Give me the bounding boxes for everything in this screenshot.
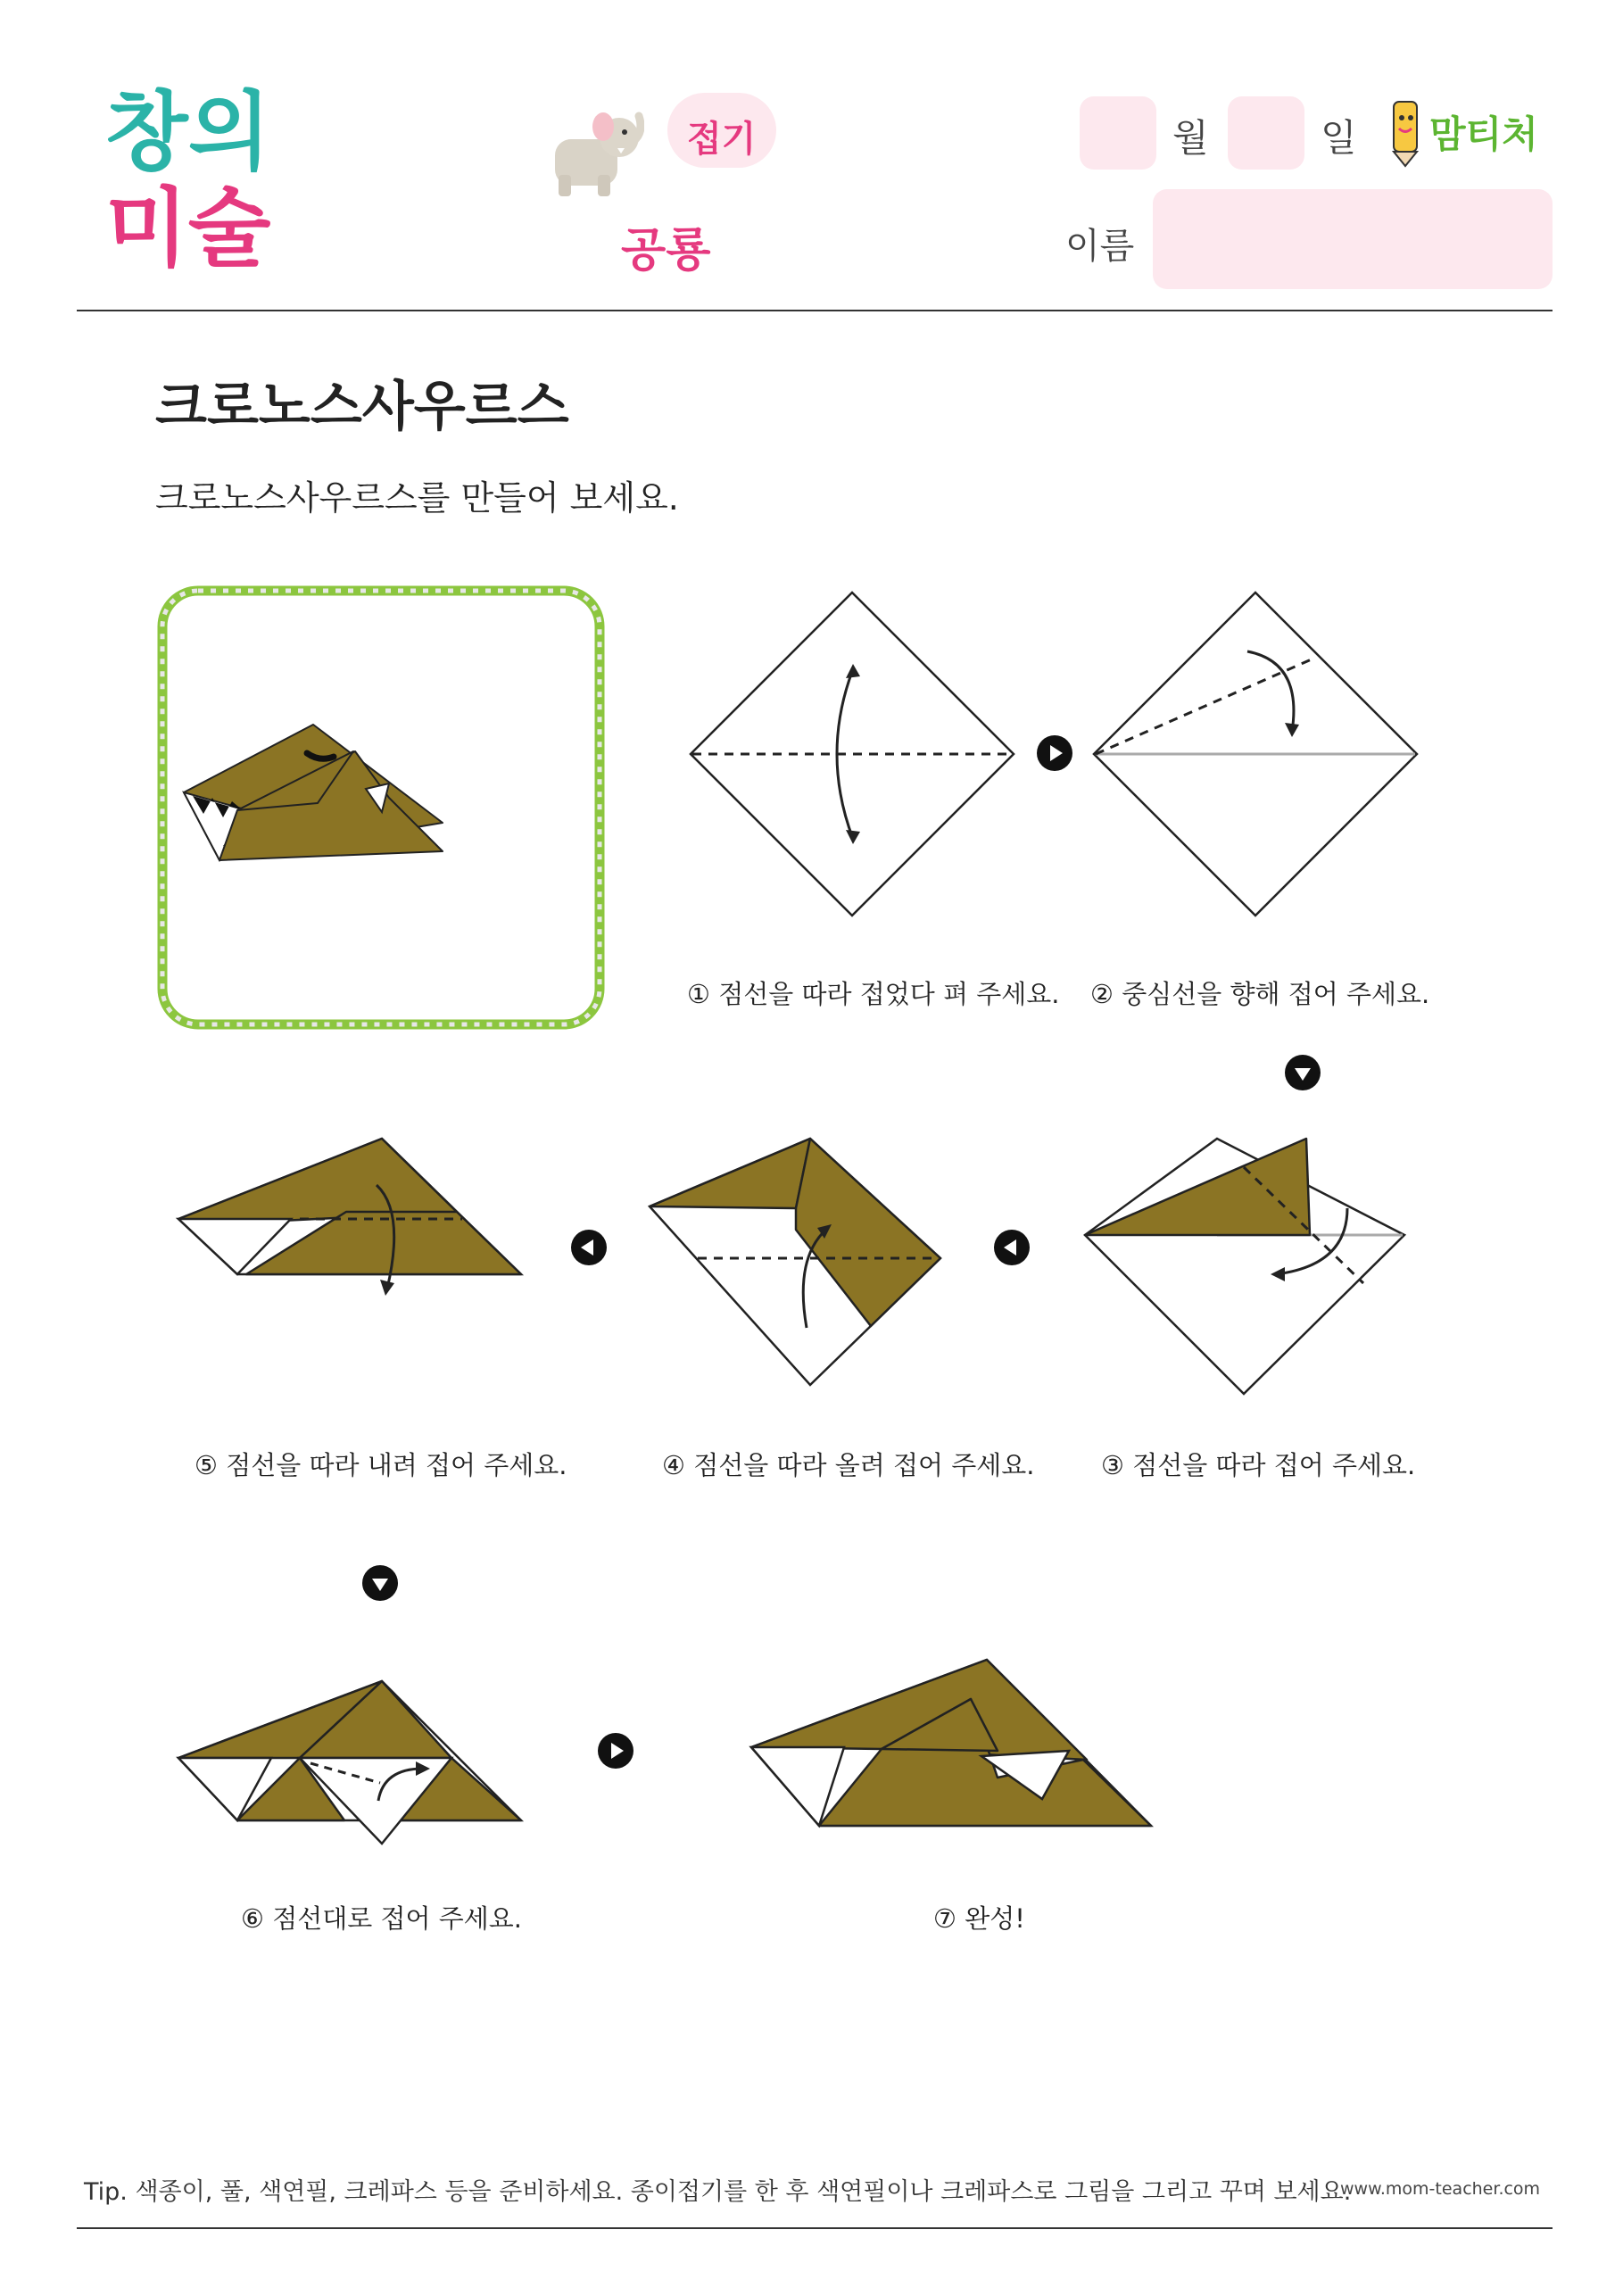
- footer-divider: [77, 2227, 1553, 2229]
- step-5-caption: ⑤ 점선을 따라 내려 접어 주세요.: [195, 1450, 567, 1480]
- step-3-caption: ③ 점선을 따라 접어 주세요.: [1101, 1450, 1416, 1480]
- step-4-diagram: [646, 1131, 946, 1390]
- day-field[interactable]: [1228, 96, 1304, 170]
- logo-text: 맘티처: [1429, 112, 1538, 156]
- step-6-diagram: [175, 1674, 526, 1858]
- footer-url[interactable]: www.mom-teacher.com: [1340, 2179, 1541, 2199]
- step-6-caption: ⑥ 점선대로 접어 주세요.: [241, 1903, 522, 1934]
- elephant-icon: [546, 105, 644, 198]
- step-4-caption: ④ 점선을 따라 올려 접어 주세요.: [662, 1450, 1035, 1480]
- day-label: 일: [1321, 116, 1357, 160]
- arrow-right-icon: [598, 1733, 633, 1769]
- arrow-right-icon: [1037, 735, 1072, 771]
- brand-title-line1: 창의: [105, 82, 271, 182]
- step-5-diagram: [175, 1131, 526, 1306]
- step-1-caption: ① 점선을 따라 접었다 펴 주세요.: [687, 979, 1060, 1009]
- subject-label: 공룡: [621, 224, 711, 278]
- pencil-mascot-icon: [1385, 95, 1426, 168]
- header-divider: [77, 310, 1553, 311]
- name-field[interactable]: [1153, 189, 1553, 289]
- name-label: 이름: [1065, 226, 1135, 267]
- step-7-caption: ⑦ 완성!: [933, 1903, 1025, 1934]
- footer-tip: Tip. 색종이, 풀, 색연필, 크레파스 등을 준비하세요. 종이접기를 한 후 색연필이나 크레파스로 그림을 그리고 꾸며 보세요.: [84, 2178, 1352, 2206]
- arrow-down-icon: [1285, 1055, 1321, 1090]
- month-field[interactable]: [1080, 96, 1156, 170]
- step-2-caption: ② 중심선을 향해 접어 주세요.: [1090, 979, 1430, 1009]
- page-title: 크로노스사우르스: [155, 376, 569, 438]
- finished-preview-frame: [157, 585, 605, 1030]
- arrow-left-icon: [571, 1230, 607, 1265]
- arrow-left-icon: [994, 1230, 1030, 1265]
- month-label: 월: [1172, 116, 1209, 160]
- step-7-diagram: [748, 1653, 1158, 1831]
- category-badge-text: 접기: [687, 119, 757, 160]
- arrow-down-icon: [362, 1565, 398, 1601]
- brand-title-line2: 미술: [105, 178, 271, 278]
- step-1-diagram: [687, 589, 1017, 919]
- step-2-diagram: [1090, 589, 1420, 919]
- step-3-diagram: [1080, 1131, 1410, 1399]
- page-subtitle: 크로노스사우르스를 만들어 보세요.: [155, 478, 679, 518]
